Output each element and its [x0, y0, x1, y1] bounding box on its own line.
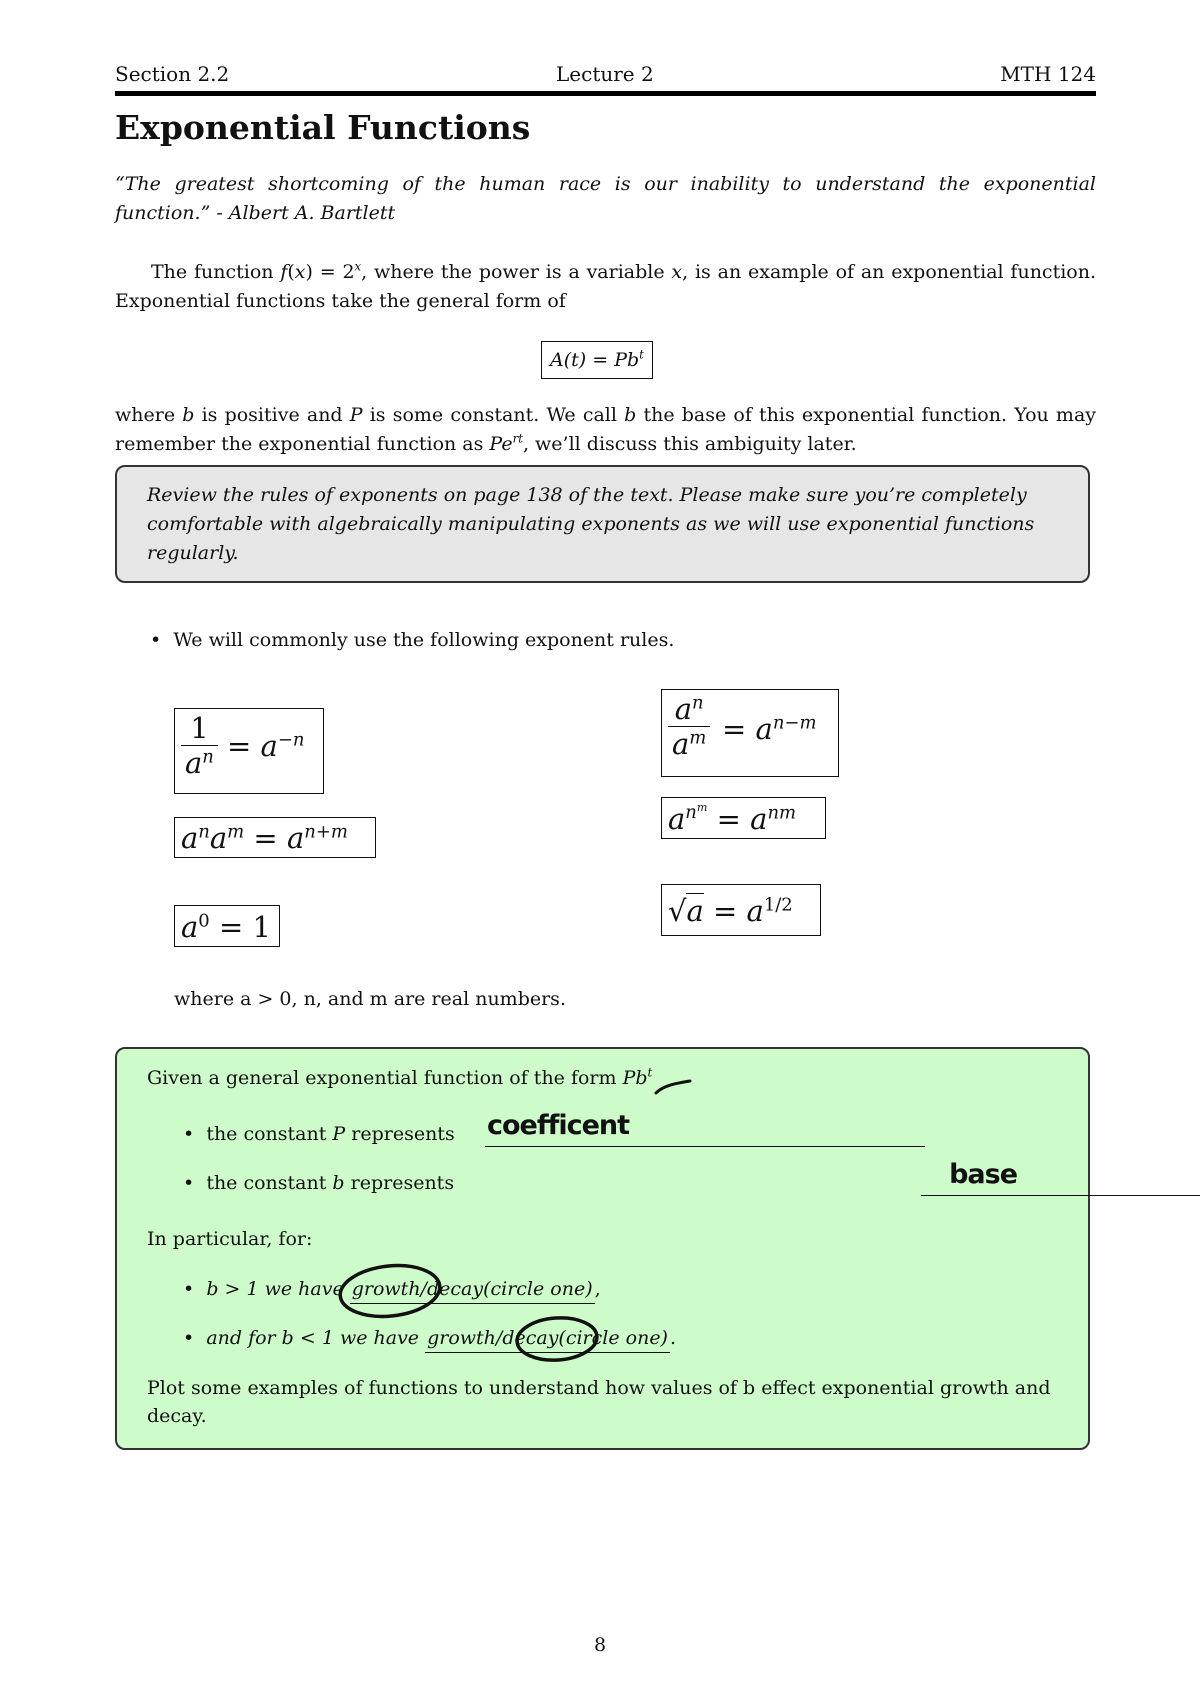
page-number: 8	[593, 1634, 607, 1656]
rule-product: $a^na^m = a^{n+m}$	[174, 817, 376, 858]
review-note-box	[115, 465, 1090, 583]
rule-quotient: $\frac{a^n}{a^m}$ = $a^{n-m}$	[661, 689, 839, 777]
general-form-formula: $A(t) = Pb^t$	[541, 341, 653, 379]
bullet-icon: •	[150, 629, 162, 651]
header-rule	[115, 91, 1096, 96]
green-item-b-greater: • b > 1 we have growth/decay(circle one) ,	[183, 1275, 601, 1304]
review-note-text: Review the rules of exponents on page 138 of the text. Please make sure you’re completely comfortable with algebraically manipulating exponents as we will use exponential functions regularly.	[147, 484, 1035, 564]
header-course: MTH 124	[1000, 62, 1096, 86]
plot-instruction: Plot some examples of functions to understand how values of b effect exponential growth and decay.	[147, 1377, 1051, 1427]
handwritten-answer-p: coefficent	[487, 1110, 630, 1141]
rule-square-root: $√a = a^{1/2}$	[661, 884, 821, 936]
base-paragraph: where b is positive and P is some constant. We call b the base of this exponential function. You may remember the exponential function as $Pe^{rt}$, we’ll discuss this ambiguity later.	[115, 404, 1096, 455]
green-intro: Given a general exponential function of the form Pb$^t$	[147, 1065, 653, 1089]
handwritten-answer-b: base	[949, 1159, 1018, 1190]
header-lecture: Lecture 2	[556, 62, 654, 86]
rule-power-of-power: $a^{n^m} = a^{nm}$	[661, 797, 826, 839]
rule-negative-exponent: $\frac{1}{a^n}$ = $a^{-n}$	[174, 708, 324, 794]
exponential-worksheet-box	[115, 1047, 1090, 1450]
underline-scribble-icon	[652, 1073, 692, 1097]
green-item-constant-b: • the constant b represents	[183, 1172, 455, 1194]
bullet-icon: •	[183, 1278, 195, 1300]
answer-blank-b[interactable]	[921, 1159, 1200, 1196]
rules-note: where a > 0, n, and m are real numbers.	[174, 988, 566, 1010]
rules-intro-bullet: • We will commonly use the following exponent rules.	[150, 629, 675, 651]
in-particular: In particular, for:	[147, 1228, 313, 1250]
page-title: Exponential Functions	[115, 108, 531, 147]
bullet-icon: •	[183, 1123, 195, 1145]
answer-blank-p[interactable]	[485, 1110, 925, 1147]
quote: “The greatest shortcoming of the human race is our inability to understand the exponential function.” - Albert A. Bartlett	[115, 173, 1096, 224]
bullet-icon: •	[183, 1172, 195, 1194]
circle-decay-icon	[512, 1312, 602, 1366]
bullet-icon: •	[183, 1327, 195, 1349]
intro-paragraph: The function $f(x) = 2^x$, where the power is a variable x, is an example of an exponential function. Exponential functions take the general form of	[115, 259, 1096, 312]
rule-zero-exponent: $a^0 = 1$	[174, 905, 280, 947]
circle-growth-icon	[335, 1260, 445, 1322]
green-item-constant-p: • the constant P represents	[183, 1123, 455, 1145]
header-section: Section 2.2	[115, 62, 230, 86]
green-item-b-less: • and for b < 1 we have growth/decay(circle one) .	[183, 1324, 676, 1353]
